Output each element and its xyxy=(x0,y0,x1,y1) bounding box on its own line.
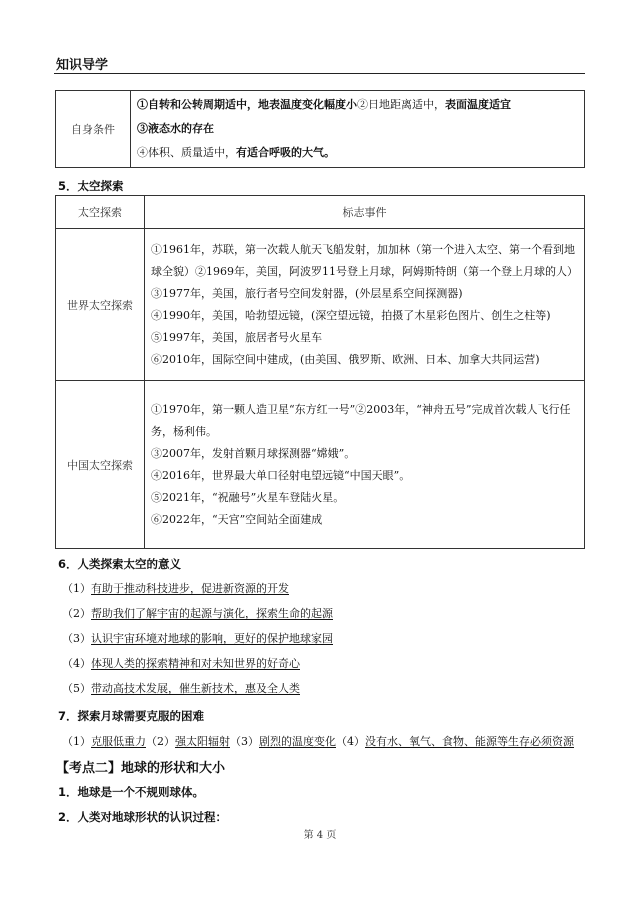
china-exploration-label: 中国太空探索 xyxy=(56,381,145,549)
page-number: 第 4 页 xyxy=(303,830,337,841)
header-rule xyxy=(54,73,585,74)
significance-item-1 xyxy=(62,580,289,596)
condition-line-3 xyxy=(131,141,584,165)
china-event-6: ⑥2022年，“天宫”空间站全面建成 xyxy=(151,512,323,526)
conditions-table xyxy=(55,90,585,168)
difficulties-line xyxy=(62,733,574,749)
item-number: （1） xyxy=(62,735,91,748)
condition-line-1 xyxy=(131,93,584,117)
item-number: （2） xyxy=(62,607,91,620)
condition-3-text: ③液态水的存在 xyxy=(137,122,214,135)
significance-item-3 xyxy=(62,630,333,646)
condition-1-text: ①自转和公转周期适中，地表温度变化幅度小 xyxy=(137,98,357,111)
item-text: 有助于推动科技进步，促进新资源的开发 xyxy=(91,582,289,595)
china-events xyxy=(145,381,585,549)
conditions-label: 自身条件 xyxy=(56,91,131,168)
section-5-title: 5．太空探索 xyxy=(58,179,124,193)
world-event-6: ⑥2010年，国际空间中建成，(由美国、俄罗斯、欧洲、日本、加拿大共同运营) xyxy=(151,352,540,366)
item-number: （1） xyxy=(62,582,91,595)
china-event-1: ①1970年，第一颗人造卫星“东方红一号”②2003年，“神舟五号”完成首次载人飞行任务，杨利伟。 xyxy=(151,402,571,438)
point-2 xyxy=(58,809,227,825)
item-number: （5） xyxy=(62,682,91,695)
condition-2-text: ②日地距离适中， xyxy=(357,98,445,111)
item-text: 帮助我们了解宇宙的起源与演化，探索生命的起源 xyxy=(91,607,333,620)
point-text: 人类对地球形状的认识过程： xyxy=(77,810,228,824)
item-text: 认识宇宙环境对地球的影响，更好的保护地球家园 xyxy=(91,632,333,645)
item-text: 带动高技术发展，催生新技术，惠及全人类 xyxy=(91,682,300,695)
section-7-title: 7．探索月球需要克服的困难 xyxy=(58,709,205,723)
item-text: 体现人类的探索精神和对未知世界的好奇心 xyxy=(91,657,300,670)
world-exploration-label: 世界太空探索 xyxy=(56,229,145,381)
point-number: 1． xyxy=(58,785,78,799)
point-text: 地球是一个不规则球体。 xyxy=(77,785,205,799)
point-number: 2． xyxy=(58,810,78,824)
condition-4-emph: 有适合呼吸的大气。 xyxy=(236,146,335,159)
difficulty-3: 剧烈的温度变化 xyxy=(259,735,336,748)
point-1 xyxy=(58,784,204,800)
world-event-5: ⑤1997年，美国，旅居者号火星车 xyxy=(151,330,322,344)
significance-item-4 xyxy=(62,655,300,671)
col-header-events: 标志事件 xyxy=(145,196,585,229)
china-event-3: ③2007年，发射首颗月球探测器“嫦娥”。 xyxy=(151,446,356,460)
space-exploration-table xyxy=(55,195,585,549)
item-number: （2） xyxy=(146,735,175,748)
condition-4-text: ④体积、质量适中， xyxy=(137,146,236,159)
condition-line-2 xyxy=(131,117,584,141)
kaodian-2-title: 【考点二】地球的形状和大小 xyxy=(56,761,226,776)
china-event-4: ④2016年，世界最大单口径射电望远镜“中国天眼”。 xyxy=(151,468,411,482)
col-header-exploration: 太空探索 xyxy=(56,196,145,229)
page-header-title: 知识导学 xyxy=(56,58,109,73)
difficulty-1: 克服低重力 xyxy=(91,735,146,748)
conditions-content xyxy=(131,91,585,168)
difficulty-4: 没有水、氧气、食物、能源等生存必须资源 xyxy=(365,735,574,748)
item-number: （3） xyxy=(62,632,91,645)
world-event-4: ④1990年，美国，哈勃望远镜，(深空望远镜，拍摄了木星彩色图片、创生之柱等) xyxy=(151,308,551,322)
world-events xyxy=(145,229,585,381)
china-event-5: ⑤2021年，“祝融号”火星车登陆火星。 xyxy=(151,490,345,504)
world-event-3: ③1977年，美国，旅行者号空间发射器，(外层星系空间探测器) xyxy=(151,286,463,300)
item-number: （3） xyxy=(230,735,259,748)
world-event-1: ①1961年，苏联，第一次载人航天飞船发射，加加林（第一个进入太空、第一个看到地球全貌）②1969年，美国，阿波罗11号登上月球，阿姆斯特朗（第一个登上月球的人） xyxy=(151,242,578,278)
significance-item-2 xyxy=(62,605,333,621)
item-number: （4） xyxy=(336,735,365,748)
difficulty-2: 强太阳辐射 xyxy=(175,735,230,748)
section-6-title: 6．人类探索太空的意义 xyxy=(58,557,182,571)
significance-item-5 xyxy=(62,680,300,696)
condition-2-emph: 表面温度适宜 xyxy=(445,98,511,111)
item-number: （4） xyxy=(62,657,91,670)
